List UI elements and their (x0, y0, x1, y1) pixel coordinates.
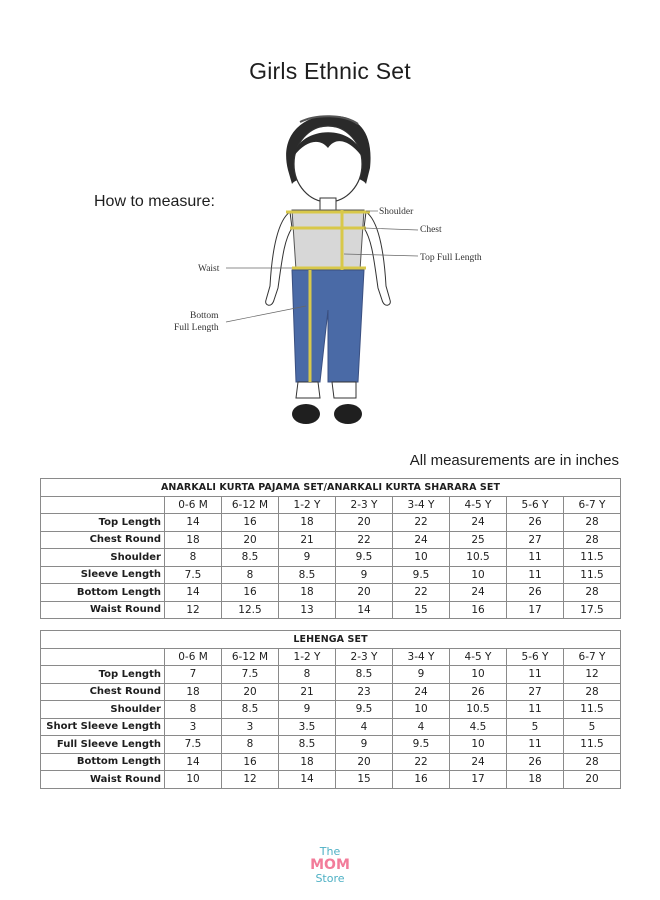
table-cell: 22 (393, 584, 450, 602)
size-chart-lehenga (40, 630, 621, 789)
size-chart-anarkali (40, 478, 621, 619)
size-header: 6-7 Y (564, 648, 621, 666)
row-label: Short Sleeve Length (41, 718, 165, 736)
table-cell: 9.5 (393, 736, 450, 754)
label-shoulder: Shoulder (379, 207, 414, 217)
how-to-measure-heading: How to measure: (94, 193, 215, 210)
table-cell: 7.5 (165, 736, 222, 754)
table-cell: 26 (507, 753, 564, 771)
table-cell: 10 (450, 666, 507, 684)
table-cell: 9 (336, 566, 393, 584)
logo-m1: M (310, 857, 325, 873)
table-row (41, 736, 621, 754)
table-caption: LEHENGA SET (41, 631, 621, 649)
table-cell: 3 (165, 718, 222, 736)
right-arm (364, 212, 390, 305)
table-cell: 8.5 (336, 666, 393, 684)
table-cell: 12 (165, 601, 222, 619)
row-label: Top Length (41, 514, 165, 532)
size-header: 5-6 Y (507, 496, 564, 514)
table-cell: 15 (393, 601, 450, 619)
table1-body (41, 514, 621, 619)
row-label: Chest Round (41, 683, 165, 701)
table-cell: 18 (279, 584, 336, 602)
row-label: Full Sleeve Length (41, 736, 165, 754)
table-cell: 10 (165, 771, 222, 789)
table-cell: 11 (507, 549, 564, 567)
logo-store: Store (315, 872, 345, 885)
table-cell: 16 (222, 514, 279, 532)
page-title: Girls Ethnic Set (249, 58, 411, 84)
table-cell: 8 (222, 566, 279, 584)
table-cell: 9 (393, 666, 450, 684)
table2-body (41, 666, 621, 789)
size-header: 1-2 Y (279, 496, 336, 514)
table-cell: 4.5 (450, 718, 507, 736)
table-cell: 26 (507, 514, 564, 532)
table-cell: 11.5 (564, 566, 621, 584)
table-cell: 8 (165, 701, 222, 719)
size-header: 0-6 M (165, 496, 222, 514)
table-cell: 9 (279, 701, 336, 719)
table-row (41, 718, 621, 736)
size-header: 1-2 Y (279, 648, 336, 666)
size-header-row (41, 648, 621, 666)
table-cell: 16 (222, 753, 279, 771)
table-cell: 23 (336, 683, 393, 701)
size-header: 2-3 Y (336, 496, 393, 514)
table-cell: 10.5 (450, 701, 507, 719)
measurement-unit-note: All measurements are in inches (409, 452, 619, 469)
table-row (41, 601, 621, 619)
table-cell: 22 (393, 514, 450, 532)
table-cell: 22 (393, 753, 450, 771)
table-cell: 4 (336, 718, 393, 736)
table-cell: 10.5 (450, 549, 507, 567)
size-header: 3-4 Y (393, 648, 450, 666)
table-cell: 16 (450, 601, 507, 619)
table-cell: 14 (165, 753, 222, 771)
table-cell: 17 (450, 771, 507, 789)
table-cell: 24 (450, 514, 507, 532)
table-cell: 28 (564, 514, 621, 532)
measurement-figure (160, 110, 500, 440)
table-cell: 3 (222, 718, 279, 736)
size-header-row (41, 496, 621, 514)
table-cell: 24 (393, 683, 450, 701)
table-cell: 20 (336, 753, 393, 771)
table-cell: 7 (165, 666, 222, 684)
table-cell: 8 (165, 549, 222, 567)
table-cell: 25 (450, 531, 507, 549)
row-label: Chest Round (41, 531, 165, 549)
size-header: 2-3 Y (336, 648, 393, 666)
table-cell: 9.5 (336, 549, 393, 567)
size-header: 6-7 Y (564, 496, 621, 514)
table-cell: 28 (564, 584, 621, 602)
table-cell: 5 (564, 718, 621, 736)
table-cell: 24 (450, 584, 507, 602)
table-cell: 7.5 (222, 666, 279, 684)
table-cell: 10 (393, 549, 450, 567)
table-cell: 9 (279, 549, 336, 567)
table-cell: 14 (279, 771, 336, 789)
row-label: Waist Round (41, 601, 165, 619)
label-waist: Waist (198, 264, 220, 274)
table-cell: 18 (279, 753, 336, 771)
table-cell: 10 (450, 736, 507, 754)
row-label: Shoulder (41, 549, 165, 567)
table-cell: 24 (450, 753, 507, 771)
table-cell: 14 (165, 584, 222, 602)
table-cell: 18 (165, 683, 222, 701)
table-cell: 10 (393, 701, 450, 719)
size-header: 4-5 Y (450, 496, 507, 514)
table-cell: 7.5 (165, 566, 222, 584)
table-cell: 4 (393, 718, 450, 736)
table-cell: 17.5 (564, 601, 621, 619)
logo-m2: M (335, 857, 350, 873)
table-cell: 16 (222, 584, 279, 602)
table-cell: 8 (222, 736, 279, 754)
logo-o: O (324, 857, 336, 873)
table-cell: 12 (222, 771, 279, 789)
table-cell: 8.5 (222, 701, 279, 719)
table-cell: 27 (507, 531, 564, 549)
table-cell: 28 (564, 531, 621, 549)
left-shoe (292, 404, 320, 424)
table-row (41, 549, 621, 567)
table-cell: 17 (507, 601, 564, 619)
row-label: Top Length (41, 666, 165, 684)
table-row (41, 566, 621, 584)
table-cell: 22 (336, 531, 393, 549)
table-caption: ANARKALI KURTA PAJAMA SET/ANARKALI KURTA SHARARA SET (41, 479, 621, 497)
table-cell: 11.5 (564, 701, 621, 719)
table-row (41, 666, 621, 684)
table-cell: 24 (393, 531, 450, 549)
table-cell: 26 (450, 683, 507, 701)
table-cell: 8.5 (222, 549, 279, 567)
row-label: Bottom Length (41, 584, 165, 602)
size-header: 4-5 Y (450, 648, 507, 666)
table-cell: 11 (507, 701, 564, 719)
girl-pants (292, 270, 364, 382)
table-cell: 20 (222, 683, 279, 701)
table-cell: 14 (336, 601, 393, 619)
table-row (41, 531, 621, 549)
table-cell: 21 (279, 683, 336, 701)
table-row (41, 584, 621, 602)
table-cell: 11.5 (564, 736, 621, 754)
row-label: Waist Round (41, 771, 165, 789)
table-cell: 13 (279, 601, 336, 619)
size-header: 3-4 Y (393, 496, 450, 514)
table-row (41, 514, 621, 532)
size-header: 5-6 Y (507, 648, 564, 666)
table-cell: 12.5 (222, 601, 279, 619)
table-cell: 18 (507, 771, 564, 789)
table-cell: 15 (336, 771, 393, 789)
table-cell: 8 (279, 666, 336, 684)
table-cell: 20 (564, 771, 621, 789)
table-row (41, 701, 621, 719)
table-cell: 11 (507, 736, 564, 754)
table-cell: 20 (336, 514, 393, 532)
table-cell: 3.5 (279, 718, 336, 736)
table-cell: 14 (165, 514, 222, 532)
row-label: Sleeve Length (41, 566, 165, 584)
table-cell: 28 (564, 683, 621, 701)
table-cell: 20 (336, 584, 393, 602)
table-cell: 5 (507, 718, 564, 736)
table-row (41, 753, 621, 771)
girl-top (292, 210, 364, 270)
table-cell: 26 (507, 584, 564, 602)
table-cell: 11 (507, 566, 564, 584)
table-cell: 12 (564, 666, 621, 684)
table-cell: 18 (279, 514, 336, 532)
table-cell: 9 (336, 736, 393, 754)
size-header: 6-12 M (222, 648, 279, 666)
table-cell: 27 (507, 683, 564, 701)
left-arm (266, 212, 292, 305)
table-cell: 16 (393, 771, 450, 789)
table-cell: 18 (165, 531, 222, 549)
row-label: Shoulder (41, 701, 165, 719)
right-shoe (334, 404, 362, 424)
table-cell: 8.5 (279, 736, 336, 754)
table-cell: 11.5 (564, 549, 621, 567)
label-bottom-line1: Bottom (190, 311, 219, 321)
label-chest: Chest (420, 225, 442, 235)
table-cell: 20 (222, 531, 279, 549)
label-bottom-line2: Full Length (174, 323, 219, 333)
table-cell: 9.5 (393, 566, 450, 584)
row-label: Bottom Length (41, 753, 165, 771)
table-cell: 10 (450, 566, 507, 584)
table-cell: 21 (279, 531, 336, 549)
table-row (41, 771, 621, 789)
table-cell: 8.5 (279, 566, 336, 584)
the-mom-store-logo (300, 846, 360, 885)
table-row (41, 683, 621, 701)
table-cell: 9.5 (336, 701, 393, 719)
table-cell: 11 (507, 666, 564, 684)
label-top-full-length: Top Full Length (420, 253, 482, 263)
table-cell: 28 (564, 753, 621, 771)
size-header: 0-6 M (165, 648, 222, 666)
logo-the: The (319, 845, 341, 858)
size-header: 6-12 M (222, 496, 279, 514)
